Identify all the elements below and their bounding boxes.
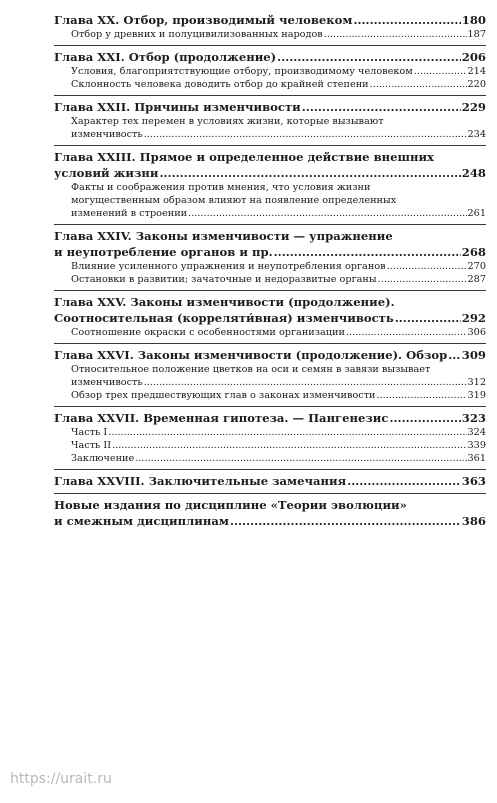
dot-leader <box>389 410 460 426</box>
chapter-page-number: 363 <box>461 474 486 488</box>
dot-leader <box>448 347 461 363</box>
dot-leader <box>277 49 461 65</box>
dot-leader <box>324 28 467 41</box>
toc-chapter-26 <box>54 344 486 407</box>
chapter-page-number: 229 <box>461 100 486 114</box>
subsection-page-number: 270 <box>467 261 486 272</box>
toc-subsection[interactable] <box>54 78 486 91</box>
subsection-title: изменчивость <box>71 377 143 388</box>
subsection-page-number: 261 <box>467 208 486 219</box>
toc-subsection[interactable] <box>54 439 486 452</box>
toc-chapter-20 <box>54 9 486 46</box>
chapter-heading[interactable] <box>54 49 486 65</box>
chapter-page-number: 292 <box>461 311 486 325</box>
toc-chapter-24 <box>54 225 486 291</box>
toc-chapter-22 <box>54 96 486 146</box>
subsection-page-number: 339 <box>467 440 486 451</box>
chapter-title: условий жизни <box>54 166 159 180</box>
subsection-title: Остановки в развитии; зачаточные и недоразвитые органы <box>71 274 377 285</box>
toc-chapter-25 <box>54 291 486 344</box>
chapter-title: Глава XX. Отбор, производимый человеком <box>54 13 353 27</box>
toc-subsection[interactable] <box>54 65 486 78</box>
dot-leader <box>159 165 460 181</box>
toc-subsection[interactable] <box>54 452 486 465</box>
chapter-page-number: 180 <box>461 13 486 27</box>
subsection-title: изменчивость <box>71 129 143 140</box>
subsection-page-number: 312 <box>467 377 486 388</box>
subsection-title: Условия, благоприятствующие отбору, производимому человеком <box>71 66 413 77</box>
toc-subsection[interactable] <box>54 363 486 389</box>
dot-leader <box>274 244 461 260</box>
chapter-title: и смежным дисциплинам <box>54 514 229 528</box>
chapter-page-number: 386 <box>461 514 486 528</box>
toc-new-editions <box>54 494 486 533</box>
toc-chapter-21 <box>54 46 486 96</box>
toc-chapter-28 <box>54 470 486 494</box>
chapter-heading[interactable] <box>54 99 486 115</box>
subsection-title: Часть I <box>71 427 108 438</box>
subsection-title: Заключение <box>71 453 135 464</box>
chapter-title-line: Новые издания по дисциплине «Теории эволюции» <box>54 498 407 512</box>
chapter-heading[interactable] <box>54 410 486 426</box>
chapter-title-line: Глава XXIV. Законы изменчивости — упражнение <box>54 229 393 243</box>
chapter-title: Глава XXVIII. Заключительные замечания <box>54 474 347 488</box>
dot-leader <box>353 12 460 28</box>
subsection-page-number: 287 <box>467 274 486 285</box>
chapter-page-number: 206 <box>461 50 486 64</box>
chapter-heading[interactable] <box>54 347 486 363</box>
dot-leader <box>395 310 461 326</box>
dot-leader <box>414 65 467 78</box>
subsection-title: Склонность человека доводить отбор до крайней степени <box>71 79 369 90</box>
subsection-title: Обзор трех предшествующих глав о законах изменчивости <box>71 390 376 401</box>
chapter-title: Соотносительная (корреляти́вная) изменчивость <box>54 311 394 325</box>
subsection-title-line: могущественным образом влияют на появление определенных <box>71 195 397 206</box>
chapter-page-number: 268 <box>461 245 486 259</box>
chapter-title: Глава XXII. Причины изменчивости <box>54 100 301 114</box>
dot-leader <box>112 439 466 452</box>
subsection-page-number: 324 <box>467 427 486 438</box>
toc-subsection[interactable] <box>54 181 486 220</box>
chapter-heading[interactable] <box>54 294 486 326</box>
toc-subsection[interactable] <box>54 115 486 141</box>
dot-leader <box>144 128 467 141</box>
subsection-title: Соотношение окраски с особенностями организации <box>71 327 345 338</box>
chapter-page-number: 248 <box>461 166 486 180</box>
subsection-page-number: 220 <box>467 79 486 90</box>
chapter-page-number: 309 <box>461 348 486 362</box>
toc-subsection[interactable] <box>54 28 486 41</box>
toc-chapter-27 <box>54 407 486 470</box>
dot-leader <box>378 273 467 286</box>
toc-chapter-23 <box>54 146 486 225</box>
toc-subsection[interactable] <box>54 426 486 439</box>
dot-leader <box>144 376 467 389</box>
chapter-title: и неупотребление органов и пр. <box>54 245 273 259</box>
toc-subsection[interactable] <box>54 273 486 286</box>
subsection-title: Отбор у древних и полуцивилизованных народов <box>71 29 323 40</box>
subsection-title: Часть II <box>71 440 112 451</box>
dot-leader <box>387 260 467 273</box>
subsection-page-number: 361 <box>467 453 486 464</box>
dot-leader <box>377 389 467 402</box>
chapter-title: Глава XXVII. Временная гипотеза. — Пангенезис <box>54 411 389 425</box>
subsection-page-number: 306 <box>467 327 486 338</box>
toc-subsection[interactable] <box>54 260 486 273</box>
subsection-title-line: Факты и соображения против мнения, что условия жизни <box>71 182 371 193</box>
chapter-heading[interactable] <box>54 149 486 181</box>
toc-subsection[interactable] <box>54 389 486 402</box>
dot-leader <box>370 78 467 91</box>
chapter-heading[interactable] <box>54 473 486 489</box>
subsection-title-line: Относительное положение цветков на оси и семян в завязи вызывает <box>71 364 431 375</box>
subsection-title-line: Характер тех перемен в условиях жизни, которые вызывают <box>71 116 384 127</box>
dot-leader <box>230 513 461 529</box>
chapter-page-number: 323 <box>461 411 486 425</box>
dot-leader <box>108 426 466 439</box>
subsection-title: Влияние усиленного упражнения и неупотребления органов <box>71 261 386 272</box>
chapter-heading[interactable] <box>54 228 486 260</box>
subsection-title: изменений в строении <box>71 208 188 219</box>
chapter-title-line: Глава XXV. Законы изменчивости (продолжение). <box>54 295 395 309</box>
chapter-title: Глава XXI. Отбор (продолжение) <box>54 50 277 64</box>
chapter-heading[interactable] <box>54 497 486 529</box>
table-of-contents <box>54 9 486 533</box>
chapter-heading[interactable] <box>54 12 486 28</box>
subsection-page-number: 187 <box>467 29 486 40</box>
subsection-page-number: 214 <box>467 66 486 77</box>
dot-leader <box>347 473 461 489</box>
dot-leader <box>135 452 466 465</box>
dot-leader <box>188 207 466 220</box>
chapter-title: Глава XXVI. Законы изменчивости (продолжение). Обзор <box>54 348 448 362</box>
watermark-url: https://urait.ru <box>10 771 112 787</box>
chapter-title-line: Глава XXIII. Прямое и определенное действие внешних <box>54 150 434 164</box>
toc-subsection[interactable] <box>54 326 486 339</box>
subsection-page-number: 319 <box>467 390 486 401</box>
dot-leader <box>346 326 467 339</box>
subsection-page-number: 234 <box>467 129 486 140</box>
dot-leader <box>302 99 461 115</box>
